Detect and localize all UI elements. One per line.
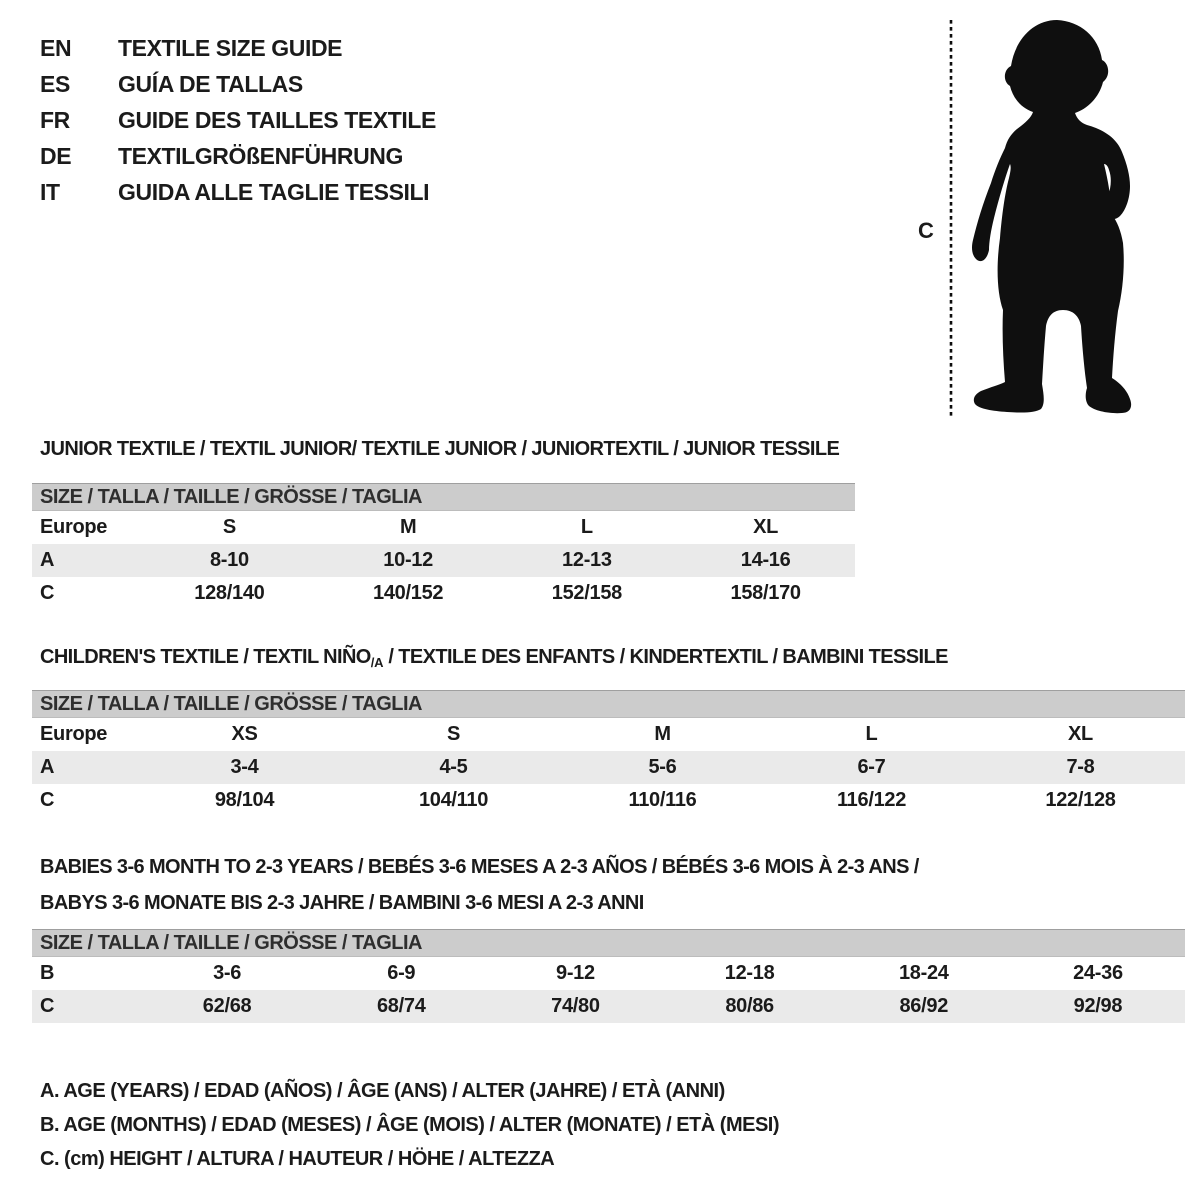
language-code-fr: FR	[40, 106, 70, 133]
height-cell: 80/86	[725, 995, 774, 1017]
age-cell: 10-12	[383, 549, 433, 571]
babies-title-line2: BABYS 3-6 MONATE BIS 2-3 JAHRE / BAMBINI 3-6 MESI A 2-3 ANNI	[40, 892, 644, 914]
row-label: C	[40, 995, 55, 1017]
language-code-it: IT	[40, 178, 60, 205]
height-cell: 110/116	[628, 789, 697, 811]
guide-title-de: TEXTILGRÖßENFÜHRUNG	[118, 142, 403, 169]
children-title-subscript: /A	[370, 655, 384, 670]
junior-size-table	[32, 483, 855, 610]
height-cell: 128/140	[194, 582, 265, 604]
table-row-europe	[32, 511, 855, 544]
language-code-de: DE	[40, 142, 72, 169]
age-cell: 4-5	[439, 756, 468, 778]
legend-line-a: A. AGE (YEARS) / EDAD (AÑOS) / ÂGE (ANS) / ALTER (JAHRE) / ETÀ (ANNI)	[40, 1080, 725, 1102]
table-row-height	[32, 784, 1185, 817]
size-cell: M	[654, 723, 671, 745]
row-label: Europe	[40, 723, 108, 745]
age-cell: 12-13	[562, 549, 612, 571]
size-header-band: SIZE / TALLA / TAILLE / GRÖSSE / TAGLIA	[32, 690, 1185, 718]
size-header-band: SIZE / TALLA / TAILLE / GRÖSSE / TAGLIA	[32, 483, 855, 511]
toddler-silhouette-figure	[940, 16, 1140, 418]
table-row-age	[32, 751, 1185, 784]
age-cell: 24-36	[1073, 962, 1123, 984]
language-row-fr	[40, 102, 436, 138]
age-cell: 12-18	[724, 962, 775, 984]
height-cell: 74/80	[551, 995, 600, 1017]
height-cell: 152/158	[551, 582, 622, 604]
size-cell: S	[446, 723, 461, 745]
age-cell: 3-6	[213, 962, 242, 984]
legend-line-c: C. (cm) HEIGHT / ALTURA / HAUTEUR / HÖHE / ALTEZZA	[40, 1148, 555, 1170]
language-code-es: ES	[40, 70, 70, 97]
children-size-table	[32, 690, 1185, 817]
height-cell: 104/110	[418, 789, 489, 811]
language-row-es	[40, 66, 436, 102]
age-cell: 3-4	[230, 756, 259, 778]
legend	[40, 1074, 779, 1176]
language-title-list	[40, 30, 436, 210]
height-cell: 158/170	[730, 582, 801, 604]
height-cell: 98/104	[214, 789, 275, 811]
size-cell: L	[865, 723, 878, 745]
row-label: Europe	[40, 516, 108, 538]
guide-title-it: GUIDA ALLE TAGLIE TESSILI	[118, 178, 430, 205]
table-row-height	[32, 577, 855, 610]
language-row-en	[40, 30, 436, 66]
row-label: B	[40, 962, 55, 984]
age-cell: 9-12	[556, 962, 595, 984]
guide-title-en: TEXTILE SIZE GUIDE	[118, 34, 343, 61]
language-row-it	[40, 174, 436, 210]
row-label: C	[40, 789, 55, 811]
language-row-de	[40, 138, 436, 174]
size-cell: XL	[1068, 723, 1093, 745]
height-cell: 116/122	[836, 789, 907, 811]
size-cell: S	[222, 516, 236, 538]
babies-title-line1: BABIES 3-6 MONTH TO 2-3 YEARS / BEBÉS 3-6 MESES A 2-3 AÑOS / BÉBÉS 3-6 MOIS À 2-3 ANS /	[40, 856, 919, 878]
table-row-age	[32, 544, 855, 577]
row-label: A	[40, 756, 55, 778]
height-cell: 122/128	[1045, 789, 1116, 811]
height-cell: 86/92	[899, 995, 949, 1017]
height-measure-label: C	[918, 218, 934, 243]
junior-section-title: JUNIOR TEXTILE / TEXTIL JUNIOR/ TEXTILE JUNIOR / JUNIORTEXTIL / JUNIOR TESSILE	[40, 438, 840, 460]
children-title-suffix: / TEXTILE DES ENFANTS / KINDERTEXTIL / BAMBINI TESSILE	[383, 646, 948, 668]
row-label: C	[40, 582, 55, 604]
size-cell: XS	[231, 723, 258, 745]
guide-title-fr: GUIDE DES TAILLES TEXTILE	[118, 106, 436, 133]
age-cell: 6-9	[387, 962, 416, 984]
table-row-europe	[32, 718, 1185, 751]
height-cell: 68/74	[376, 995, 426, 1017]
toddler-silhouette	[972, 20, 1131, 413]
table-row-height	[32, 990, 1185, 1023]
babies-size-table	[32, 929, 1185, 1023]
size-header-band: SIZE / TALLA / TAILLE / GRÖSSE / TAGLIA	[32, 929, 1185, 957]
language-code-en: EN	[40, 34, 72, 61]
size-cell: M	[399, 516, 417, 538]
row-label: A	[40, 549, 55, 571]
guide-title-es: GUÍA DE TALLAS	[118, 70, 303, 97]
legend-line-b: B. AGE (MONTHS) / EDAD (MESES) / ÂGE (MOIS) / ALTER (MONATE) / ETÀ (MESI)	[40, 1114, 780, 1136]
babies-section-title	[40, 849, 919, 921]
age-cell: 5-6	[648, 756, 677, 778]
age-cell: 8-10	[209, 549, 249, 571]
age-cell: 6-7	[857, 756, 886, 778]
table-row-age-months	[32, 957, 1185, 990]
size-cell: XL	[753, 516, 779, 538]
size-cell: L	[580, 516, 593, 538]
age-cell: 7-8	[1066, 756, 1095, 778]
children-section-title	[40, 646, 948, 669]
age-cell: 14-16	[740, 549, 791, 571]
height-cell: 140/152	[373, 582, 444, 604]
age-cell: 18-24	[898, 962, 949, 984]
height-cell: 92/98	[1073, 995, 1123, 1017]
height-cell: 62/68	[202, 995, 252, 1017]
children-title-prefix: CHILDREN'S TEXTILE / TEXTIL NIÑO	[40, 646, 371, 668]
